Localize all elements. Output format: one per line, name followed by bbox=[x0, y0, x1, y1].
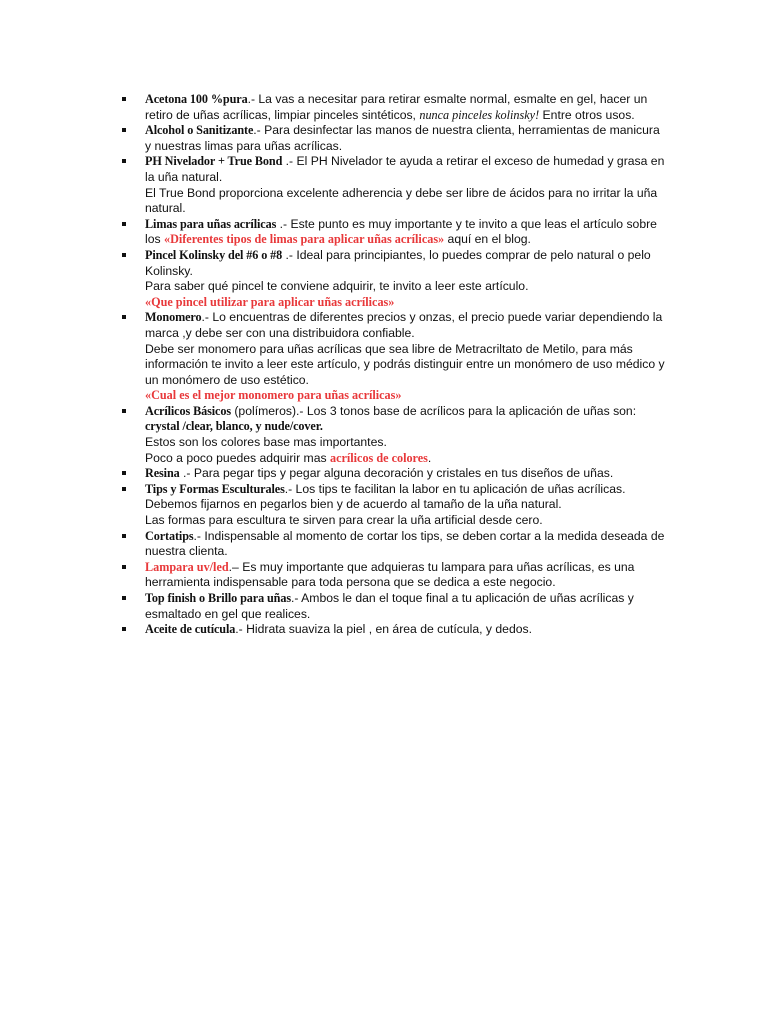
item-italic-note: nunca pinceles kolinsky! bbox=[419, 107, 540, 122]
list-item bbox=[145, 529, 665, 560]
item-title: Aceite de cutícula bbox=[145, 622, 236, 637]
item-paragraph: Debe ser monomero para uñas acrílicas que sea libre de Metracriltato de Metilo, para más información te invito a leer este artículo, y podrás distinguir entre un monómero de uso médico y un monómero de uso estético. bbox=[145, 341, 665, 387]
list-item bbox=[145, 466, 665, 482]
item-title: PH Nivelador + True Bond bbox=[145, 154, 283, 169]
item-title: Monomero bbox=[145, 310, 202, 325]
item-title: Limas para uñas acrílicas bbox=[145, 216, 277, 231]
list-item bbox=[145, 248, 665, 310]
list-item bbox=[145, 310, 665, 404]
item-text: .- El PH Nivelador te ayuda a retirar el exceso de humedad y grasa en la uña natural. bbox=[145, 154, 665, 184]
item-text: (polímeros).- Los 3 tonos base de acrílicos para la aplicación de uñas son: bbox=[230, 403, 637, 418]
item-text-continued: Entre otros usos. bbox=[539, 107, 635, 122]
item-text-continued: . bbox=[427, 450, 432, 465]
item-text: .- Ambos le dan el toque final a tu aplicación de uñas acrílicas y esmaltado en gel que realices. bbox=[145, 591, 634, 621]
item-text: .– Es muy importante que adquieras tu lampara para uñas acrílicas, es una herramienta indispensable para toda persona que se dedica a este negocio. bbox=[145, 559, 635, 590]
item-title: Acrílicos Básicos bbox=[145, 403, 231, 418]
list-item bbox=[145, 591, 665, 622]
item-title-link[interactable]: Lampara uv/led bbox=[145, 559, 229, 574]
article-link[interactable]: acrílicos de colores bbox=[329, 450, 428, 465]
list-item bbox=[145, 404, 665, 466]
item-paragraph: Estos son los colores base mas importantes. bbox=[145, 435, 387, 450]
item-text: .- Ideal para principiantes, lo puedes comprar de pelo natural o pelo Kolinsky. bbox=[145, 247, 651, 278]
item-title: Pincel Kolinsky del #6 o #8 bbox=[145, 247, 283, 262]
item-title: Tips y Formas Esculturales bbox=[145, 481, 285, 496]
list-item bbox=[145, 560, 665, 591]
item-title: Cortatips bbox=[145, 528, 194, 543]
item-text: .- La vas a necesitar para retirar esmalte normal, esmalte en gel, hacer un retiro de uñas acrílicas, limpiar pinceles sintéticos, bbox=[145, 92, 648, 122]
item-text: .- Este punto es muy importante y te invito a que leas el artículo sobre los bbox=[145, 216, 657, 247]
item-paragraph-text: Poco a poco puedes adquirir mas bbox=[145, 450, 330, 465]
item-title: Top finish o Brillo para uñas bbox=[145, 591, 291, 605]
list-item bbox=[145, 217, 665, 248]
item-title: Resina bbox=[145, 466, 180, 481]
article-link[interactable]: «Diferentes tipos de limas para aplicar uñas acrílicas» bbox=[163, 232, 445, 247]
item-text: .- Para pegar tips y pegar alguna decoración y cristales en tus diseños de uñas. bbox=[179, 466, 614, 481]
item-text: .- Para desinfectar las manos de nuestra clienta, herramientas de manicura y nuestras limas para uñas acrílicas. bbox=[145, 123, 660, 153]
list-item bbox=[145, 123, 665, 154]
item-title: Alcohol o Sanitizante bbox=[145, 123, 254, 138]
item-paragraph: El True Bond proporciona excelente adherencia y debe ser libre de ácidos para no irritar la uña natural. bbox=[145, 185, 658, 216]
item-text: .- Indispensable al momento de cortar los tips, se deben cortar a la medida deseada de nuestra clienta. bbox=[145, 528, 665, 559]
item-text: .- Lo encuentras de diferentes precios y onzas, el precio puede variar dependiendo la marca ,y debe ser con una distribuidora confiable. bbox=[145, 310, 663, 340]
list-item bbox=[145, 92, 665, 123]
item-text: .- Los tips te facilitan la labor en tu aplicación de uñas acrílicas. Debemos fijarnos en pegarlos bien y de acuerdo al tamaño de la uña natural. bbox=[145, 481, 626, 512]
item-text-continued: aquí en el blog. bbox=[444, 232, 531, 247]
list-item bbox=[145, 154, 665, 216]
item-paragraph: Las formas para escultura te sirven para crear la uña artificial desde cero. bbox=[145, 513, 543, 528]
item-paragraph: Para saber qué pincel te conviene adquirir, te invito a leer este artículo. bbox=[145, 279, 529, 294]
article-link[interactable]: «Que pincel utilizar para aplicar uñas acrílicas» bbox=[145, 294, 395, 309]
list-item bbox=[145, 622, 665, 638]
item-title: Acetona 100 %pura bbox=[145, 92, 248, 106]
item-text: .- Hidrata suaviza la piel , en área de cutícula, y dedos. bbox=[235, 622, 532, 637]
item-bold-line: crystal /clear, blanco, y nude/cover. bbox=[145, 419, 323, 434]
list-item bbox=[145, 482, 665, 529]
supply-list bbox=[145, 92, 665, 638]
item-paragraph-link-line bbox=[145, 451, 665, 467]
article-link[interactable]: «Cual es el mejor monomero para uñas acrílicas» bbox=[145, 388, 402, 403]
